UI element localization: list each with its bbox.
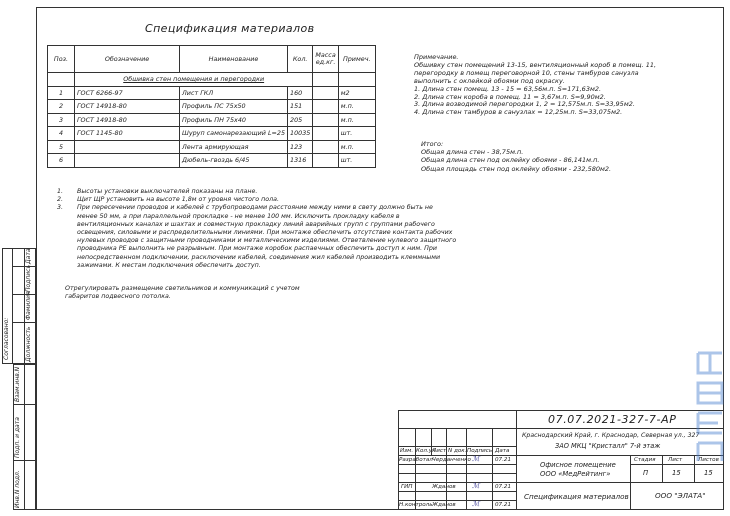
- gip-label: ГИП: [401, 484, 413, 490]
- object-line-2: ООО «МедРейтинг»: [540, 470, 611, 478]
- page-title: Спецификация материалов: [145, 22, 315, 35]
- general-note-item: освещения, силовыми и распределительными линиями. При монтаже обеспечить отсутствие контакта рабочих: [77, 229, 453, 237]
- extra-note-line: габаритов подвесного потолка.: [65, 293, 171, 301]
- notes-line: 2. Длина стен короба в помещ. 11 = 3,67м.п. S=9,90м2.: [414, 92, 606, 101]
- cell: 3: [48, 113, 75, 127]
- totals-block: [421, 140, 611, 173]
- cell: шт.: [338, 154, 375, 168]
- col-sign: Подпись: [467, 448, 493, 454]
- header-qty: Кол.: [288, 46, 313, 73]
- company-name: ООО "ЭЛАТА": [655, 491, 706, 500]
- object-line-1: Офисное помещение: [540, 461, 616, 469]
- cell: 6: [48, 154, 75, 168]
- cell: ГОСТ 6266-97: [75, 86, 180, 100]
- totals-line: Общая площадь стен под оклейку обоями - 232,580м2.: [421, 164, 612, 173]
- notes-line: Обшивку стен помещений 13-15, вентиляционный короб в помещ. 11,: [414, 60, 657, 69]
- stage-value: П: [643, 469, 649, 477]
- col-kol: Кол.уч: [416, 448, 436, 454]
- col-date: Дата: [495, 448, 510, 454]
- extra-note-line: Отрегулировать размещение светильников и коммуникаций с учетом: [65, 285, 300, 292]
- sheets-value: 15: [704, 469, 713, 477]
- notes-line: выполнить с оклейкой обоями под окраску.: [414, 76, 565, 85]
- table-row: [48, 127, 376, 141]
- cell: [313, 127, 338, 141]
- cell: 4: [48, 127, 75, 141]
- cell: [313, 113, 338, 127]
- cell: [313, 140, 338, 154]
- cell: м.п.: [338, 113, 375, 127]
- date-label: Дата: [25, 248, 32, 264]
- header-name: Наименование: [180, 46, 288, 73]
- general-note-item: зажимами. К местам подключения обеспечить доступ.: [77, 261, 261, 269]
- nkontr-signature: ℳ: [472, 500, 480, 508]
- document-code: 07.07.2021-327-7-АР: [548, 413, 677, 426]
- gip-date: 07.21: [495, 484, 512, 490]
- cell: 5: [48, 140, 75, 154]
- cell: [75, 154, 180, 168]
- general-note-item: проводника РЕ выполнить не разрывным. При монтаже коробок распаечных обеспечить доступ к ним. При: [77, 245, 437, 253]
- nkontr-label: Н.контроль: [399, 502, 433, 508]
- table-section-row: [48, 73, 376, 87]
- sign-date-label: Подп. и дата: [14, 417, 21, 458]
- cell: 1: [48, 86, 75, 100]
- table-row: [48, 154, 376, 168]
- cell: Дюбель-гвоздь 6/45: [180, 154, 288, 168]
- col-izm: Изм.: [400, 448, 414, 454]
- header-pos: Поз.: [48, 46, 75, 73]
- col-ndoc: N док.: [448, 448, 467, 454]
- address-line-2: ЗАО МКЦ "Кристалл" 7-й этаж: [555, 442, 661, 450]
- section-label: Обшивка стен помещения и перегородки: [75, 73, 313, 87]
- general-note-item: менее 50 мм, а при параллельной прокладке - не менее 100 мм. Исключить прокладку кабеля в: [77, 212, 400, 220]
- totals-line: Общая длина стен - 38,75м.п.: [421, 148, 524, 157]
- totals-heading: Итого:: [421, 140, 444, 148]
- sheet-label: Лист: [668, 457, 683, 463]
- cell: 2: [48, 100, 75, 114]
- cell: ГОСТ 14918-80: [75, 113, 180, 127]
- table-header-row: [48, 46, 376, 73]
- header-mass: Масса ед.кг.: [313, 46, 338, 73]
- position-label: Должность: [25, 326, 32, 362]
- col-list: Лист: [432, 448, 447, 454]
- surname-label: Фамилия: [25, 291, 32, 320]
- cell: Лист ГКЛ: [180, 86, 288, 100]
- general-note-item: нулевых проводов с защитными проводниками и металлическими изделиями. Ответвление нулевого защитного: [77, 237, 457, 245]
- cell: ГОСТ 14918-80: [75, 100, 180, 114]
- cell: Профиль ПС 75х50: [180, 100, 288, 114]
- gip-name: Жданов: [432, 484, 456, 490]
- table-row: [48, 86, 376, 100]
- sheet-value: 15: [672, 469, 681, 477]
- cell: 151: [288, 100, 313, 114]
- developer-signature: ℳ: [472, 455, 480, 463]
- table-row: [48, 100, 376, 114]
- cell: шт.: [338, 127, 375, 141]
- notes-heading: Примечание.: [414, 53, 459, 61]
- general-note-item: 1. Высоты установки выключателей показаны на плане.: [57, 188, 258, 195]
- agreed-label: Согласовано:: [3, 317, 10, 360]
- notes-block: [414, 54, 656, 117]
- cell: Профиль ПН 75х40: [180, 113, 288, 127]
- drawing-name: Спецификация материалов: [524, 492, 629, 501]
- spec-table: [47, 45, 376, 168]
- address-line-1: Краснодарский Край, г. Краснодар, Северная ул., 327: [522, 432, 700, 439]
- cell: м.п.: [338, 100, 375, 114]
- nkontr-date: 07.21: [495, 502, 512, 508]
- cell: [313, 86, 338, 100]
- notes-line: 3. Длина возводимой перегородки 1, 2 = 12,575м.п. S=33,95м2.: [414, 100, 635, 109]
- stage-label: Стадия: [634, 457, 656, 463]
- cell: 123: [288, 140, 313, 154]
- cell: ГОСТ 1145-80: [75, 127, 180, 141]
- developed-name: Черданченко: [432, 457, 471, 463]
- extra-note: [65, 285, 300, 301]
- general-note-item: вентиляционных каналах и шахтах и совместную прокладку линий аварийных групп с группами рабочего: [77, 220, 435, 228]
- cell: [313, 154, 338, 168]
- developed-date: 07.21: [495, 457, 512, 463]
- cell: м2: [338, 86, 375, 100]
- cell: 10035: [288, 127, 313, 141]
- table-row: [48, 140, 376, 154]
- general-note-item: 2. Щит ЩР установить на высоте 1,8м от уровня чистого пола.: [57, 196, 280, 204]
- totals-line: Общая длина стен под оклейку обоями - 86,141м.п.: [421, 156, 600, 165]
- header-note: Примеч.: [338, 46, 375, 73]
- notes-line: 1. Длина стен помещ. 13 - 15 = 63,56м.п. S=171,63м2.: [414, 84, 602, 93]
- general-note-item: непосредственном подключении, расключении кабелей, соединения жил кабелей производить клеммными: [77, 253, 441, 261]
- signature-label: Подпись: [25, 265, 32, 292]
- inv-replace-label: Взам.инв.N: [14, 366, 21, 402]
- notes-line: 4. Длина стен тамбуров в санузлах = 12,25м.п. S=33,075м2.: [414, 108, 623, 117]
- inv-orig-label: Инв.N подл.: [14, 470, 21, 508]
- general-note-item: 3. При пересечении проводов и кабелей с трубопроводами расстояние между ними в свету должно быть не: [57, 204, 433, 212]
- nkontr-name: Жданов: [432, 502, 456, 508]
- cell: Шуруп самонарезающий L=25: [180, 127, 288, 141]
- developed-label: Разработал: [399, 457, 433, 463]
- general-notes: [57, 188, 456, 270]
- gip-signature: ℳ: [472, 482, 480, 490]
- sheets-label: Листов: [698, 457, 719, 463]
- cell: 160: [288, 86, 313, 100]
- notes-line: перегородку в помещ переговорной 10, стены тамбуров санузла: [414, 68, 639, 77]
- cell: 1316: [288, 154, 313, 168]
- watermark-logo: [690, 345, 730, 465]
- cell: [313, 100, 338, 114]
- cell: 205: [288, 113, 313, 127]
- cell: Лента армирующая: [180, 140, 288, 154]
- cell: [75, 140, 180, 154]
- header-designation: Обозначение: [75, 46, 180, 73]
- cell: м.п.: [338, 140, 375, 154]
- table-row: [48, 113, 376, 127]
